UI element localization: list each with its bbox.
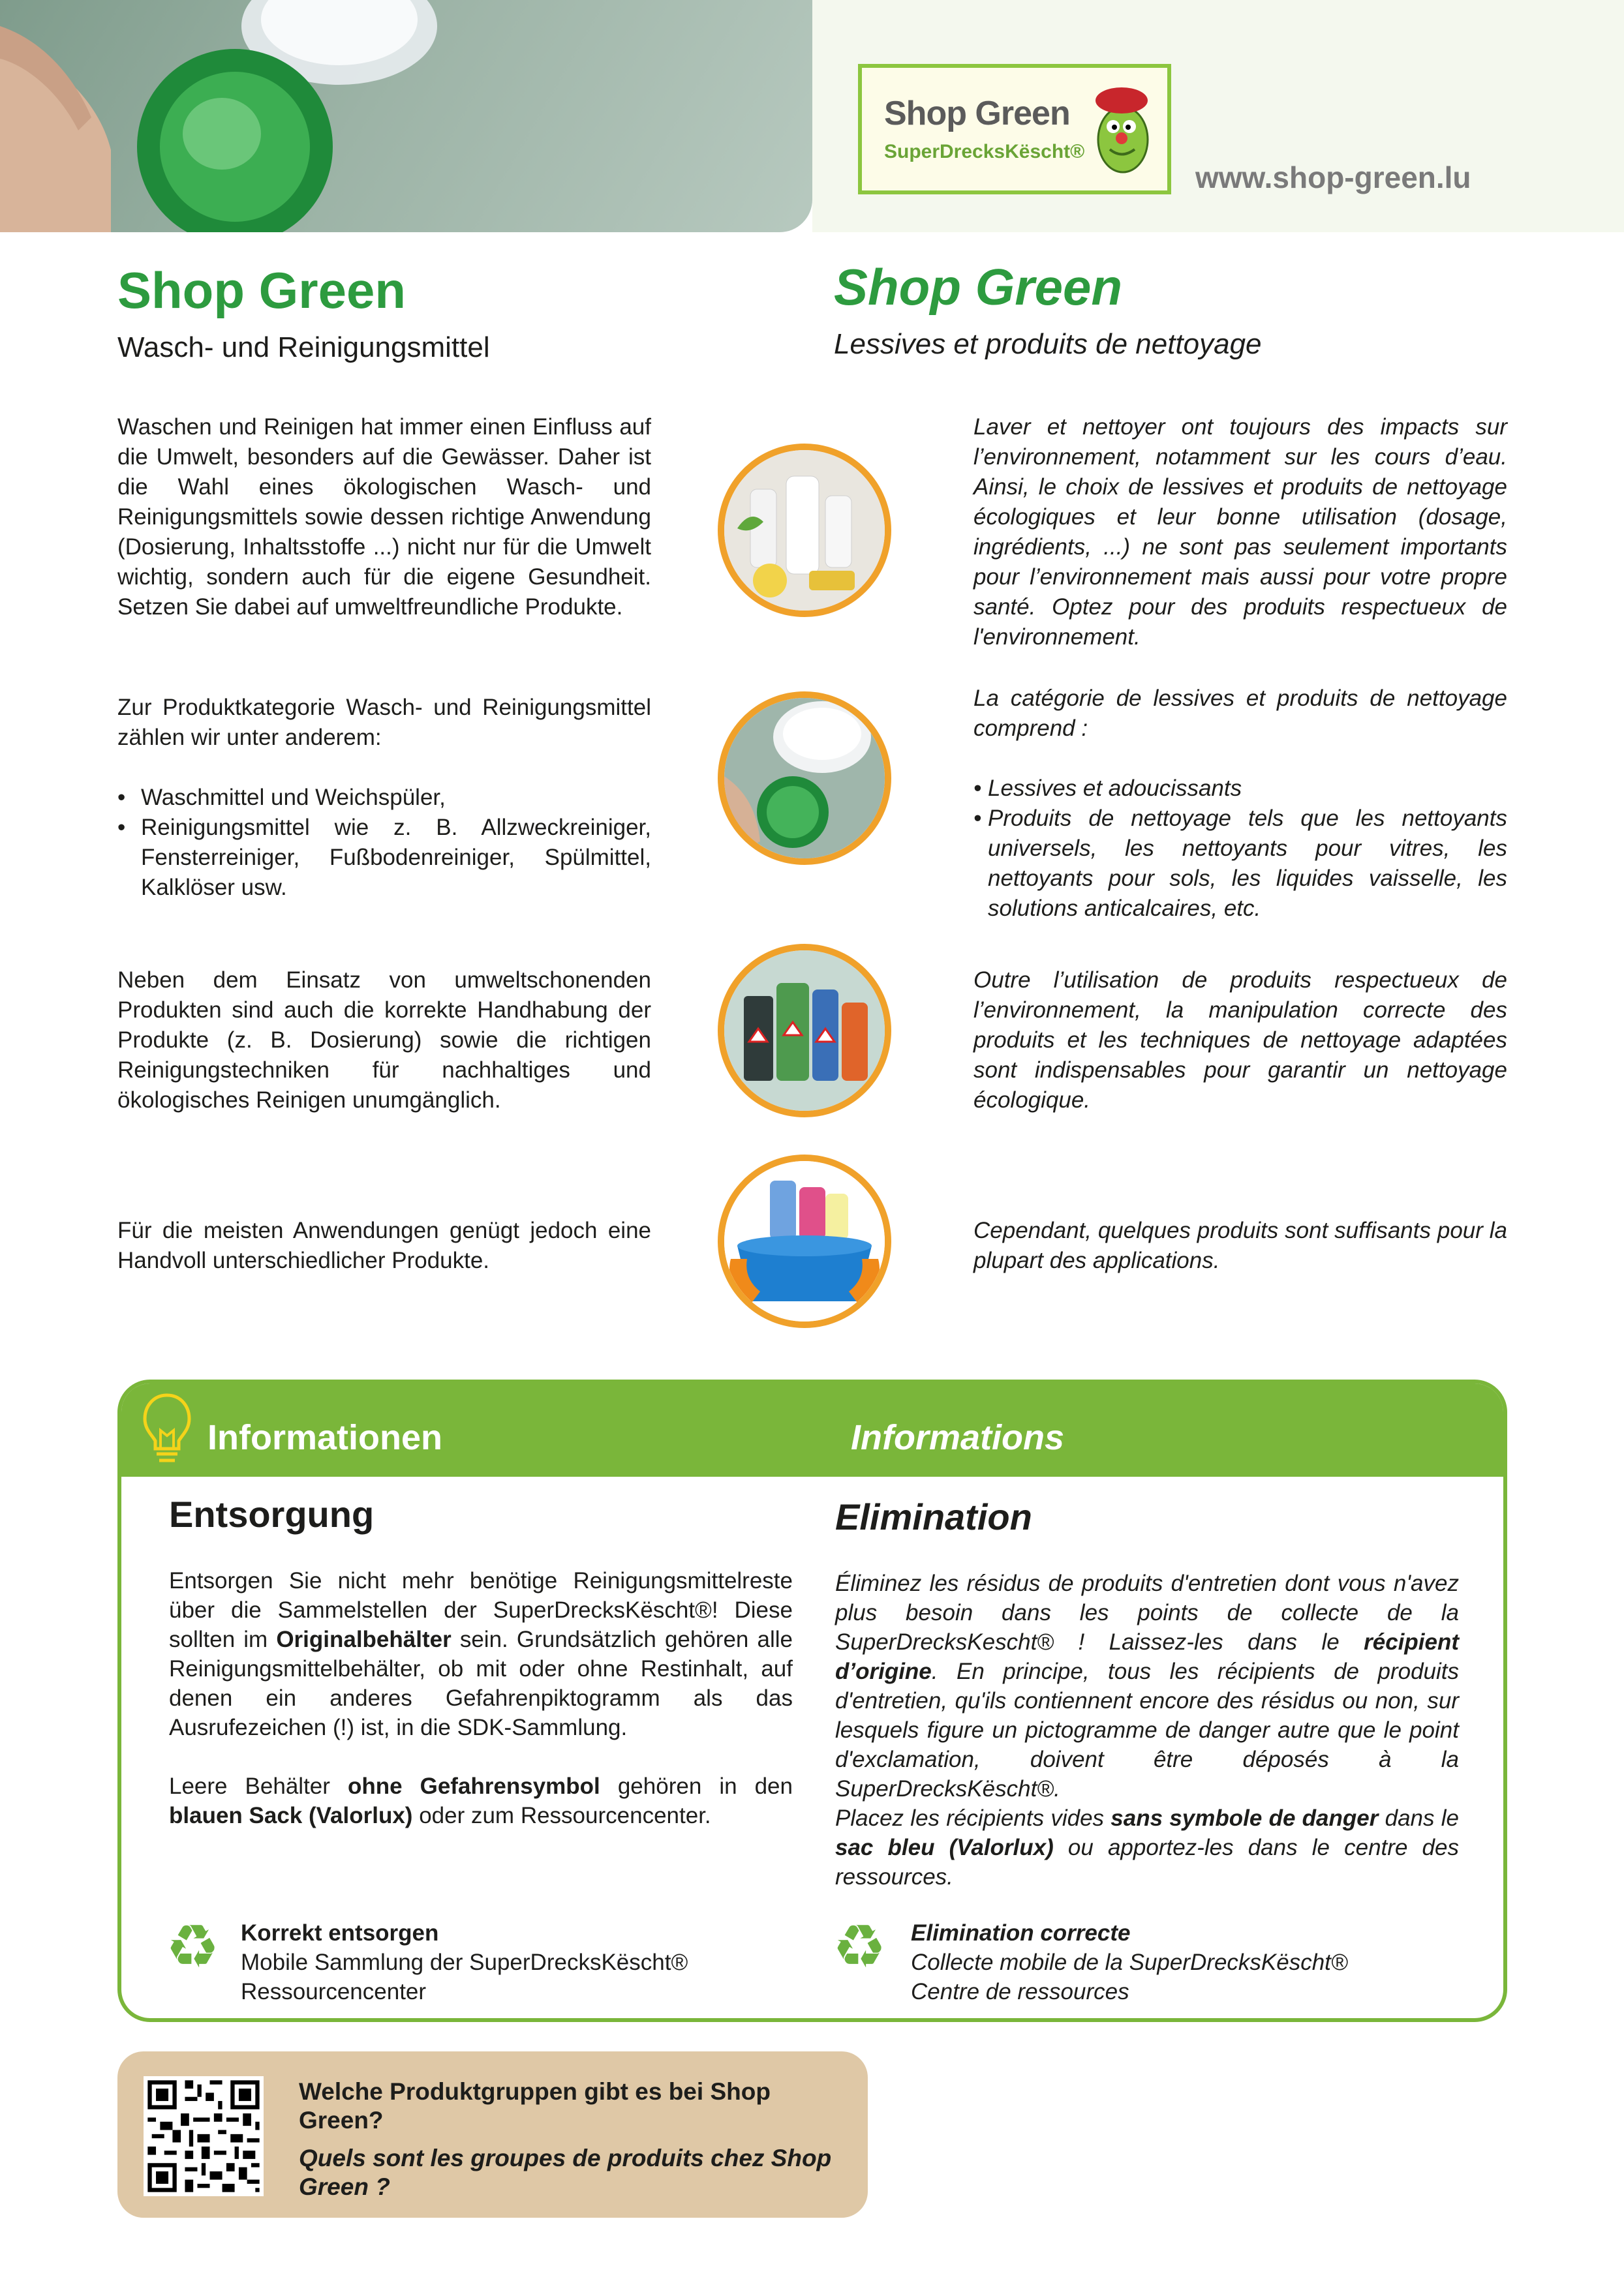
de-paragraph-2: Zur Produktkategorie Wasch- und Reinigungsmittel zählen wir unter anderem:: [117, 695, 651, 750]
qr-box: [117, 2051, 868, 2218]
fr-paragraph-2: La catégorie de lessives et produits de nettoyage comprend :: [973, 686, 1507, 741]
cleaning-products-photo: [718, 444, 891, 617]
logo-subtitle: SuperDrecksKëscht®: [884, 141, 1085, 162]
list-item: • Waschmittel und Weichspüler,: [117, 783, 651, 813]
mascot-icon: [1084, 81, 1161, 179]
de-paragraph-4: Für die meisten Anwendungen genügt jedoch eine Handvoll unterschiedlicher Produkte.: [117, 1218, 651, 1273]
detergent-scoop-image: [0, 0, 812, 232]
disposal-text-de: Entsorgen Sie nicht mehr benötige Reinigungsmittelreste über die Sammelstellen der SuperDrecksKëscht®! Diese sollten im Originalbehälter sein. Grundsätzlich gehören alle Reinigungsmittelbehälter, ob mit oder ohne Restinhalt, auf denen ein anderes Gefahrenpiktogramm als das Ausrufezeichen (!) ist, in die SDK-Sammlung. Leere Behälter ohne Gefahrensymbol gehören in den blauen Sack (Valorlux) oder zum Ressourcencenter.: [169, 1568, 793, 1828]
qr-code-icon: [144, 2076, 264, 2196]
info-box: [117, 1380, 1507, 2022]
qr-question-fr: Quels sont les groupes de produits chez Shop Green ?: [299, 2145, 832, 2200]
disposal-heading-fr: Elimination: [835, 1496, 1032, 1537]
list-item: • Lessives et adoucissants: [973, 774, 1507, 804]
info-header: [121, 1383, 1507, 1477]
de-bullet-list: [117, 783, 651, 903]
website-url[interactable]: www.shop-green.lu: [1195, 160, 1471, 194]
de-subtitle: Wasch- und Reinigungsmittel: [117, 331, 490, 363]
fr-paragraph-4: Cependant, quelques produits sont suffisants pour la plupart des applications.: [973, 1218, 1507, 1273]
fr-subtitle: Lessives et produits de nettoyage: [834, 328, 1262, 360]
detergent-scoop-photo: [718, 691, 891, 865]
fr-paragraph-1: Laver et nettoyer ont toujours des impacts sur l’environnement, notamment sur les cours d’eau. Ainsi, le choix de lessives et produits de nettoyage écologiques et leur bonne utilisation (dosage, ingrédients, ...) ne sont pas seulement importants pour l’environnement mais aussi pour votre propre santé. Optez pour des produits respectueux de l'environnement.: [973, 414, 1507, 650]
recycle-icon: ♻: [166, 1914, 220, 1980]
list-item: • Produits de nettoyage tels que les nettoyants universels, les nettoyants pour vitres, les nettoyants pour sols, les liquides vaisselle, les solutions anticalcaires, etc.: [973, 804, 1507, 924]
de-paragraph-1: Waschen und Reinigen hat immer einen Einfluss auf die Umwelt, besonders auf die Gewässer. Daher ist die Wahl eines ökologischen Wasch- und Reinigungsmittels sowie dessen richtige Anwendung (Dosierung, Inhaltsstoffe ...) nicht nur für die Umwelt wichtig, sondern auch für die eigene Gesundheit. Setzen Sie dabei auf umweltfreundliche Produkte.: [117, 414, 651, 620]
fr-title: Shop Green: [834, 258, 1123, 316]
footer-de: Korrekt entsorgen Mobile Sammlung der SuperDrecksKëscht® Ressourcencenter: [241, 1920, 688, 2004]
list-item: • Reinigungsmittel wie z. B. Allzweckreiniger, Fensterreiniger, Fußbodenreiniger, Spülmittel, Kalklöser usw.: [117, 813, 651, 903]
logo-title: Shop Green: [884, 95, 1070, 132]
disposal-heading-de: Entsorgung: [169, 1494, 375, 1535]
shop-green-logo[interactable]: [858, 64, 1171, 194]
disposal-text-fr: Éliminez les résidus de produits d'entretien dont vous n'avez plus besoin dans les points de collecte de la SuperDrecksKescht® ! Laissez-les dans le récipient d’origine. En principe, tous les récipients de produits d'entretien, qu'ils contiennent encore des résidus ou non, sur lesquels figure un pictogramme de danger autre que le point d'exclamation, doivent être déposés à la SuperDrecksKëscht®. Placez les récipients vides sans symbole de danger dans le sac bleu (Valorlux) ou apportez-les dans le centre des ressources.: [835, 1571, 1459, 1890]
lightbulb-icon: [141, 1391, 193, 1468]
info-title-fr: Informations: [851, 1418, 1065, 1457]
qr-question-de: Welche Produktgruppen gibt es bei Shop Green?: [299, 2078, 771, 2134]
fr-paragraph-3: Outre l’utilisation de produits respectueux de l’environnement, la manipulation correcte des produits et les techniques de nettoyage adaptées sont indispensables pour garantir un nettoyage écologique.: [973, 967, 1507, 1113]
de-title: Shop Green: [117, 262, 406, 319]
recycle-icon: ♻: [833, 1914, 887, 1980]
info-title-de: Informationen: [207, 1418, 442, 1457]
de-paragraph-3: Neben dem Einsatz von umweltschonenden Produkten sind auch die korrekte Handhabung der Produkte (z. B. Dosierung) sowie die richtigen Reinigungstechniken für nachhaltiges und ökologisches Reinigen unumgänglich.: [117, 967, 651, 1113]
hero-photo: [0, 0, 812, 232]
hazardous-products-photo: [718, 944, 891, 1117]
footer-fr: Elimination correcte Collecte mobile de la SuperDrecksKëscht® Centre de ressources: [911, 1920, 1348, 2004]
fr-bullet-list: [973, 774, 1507, 924]
qr-code[interactable]: [144, 2076, 264, 2196]
cleaning-bucket-photo: [718, 1155, 891, 1328]
